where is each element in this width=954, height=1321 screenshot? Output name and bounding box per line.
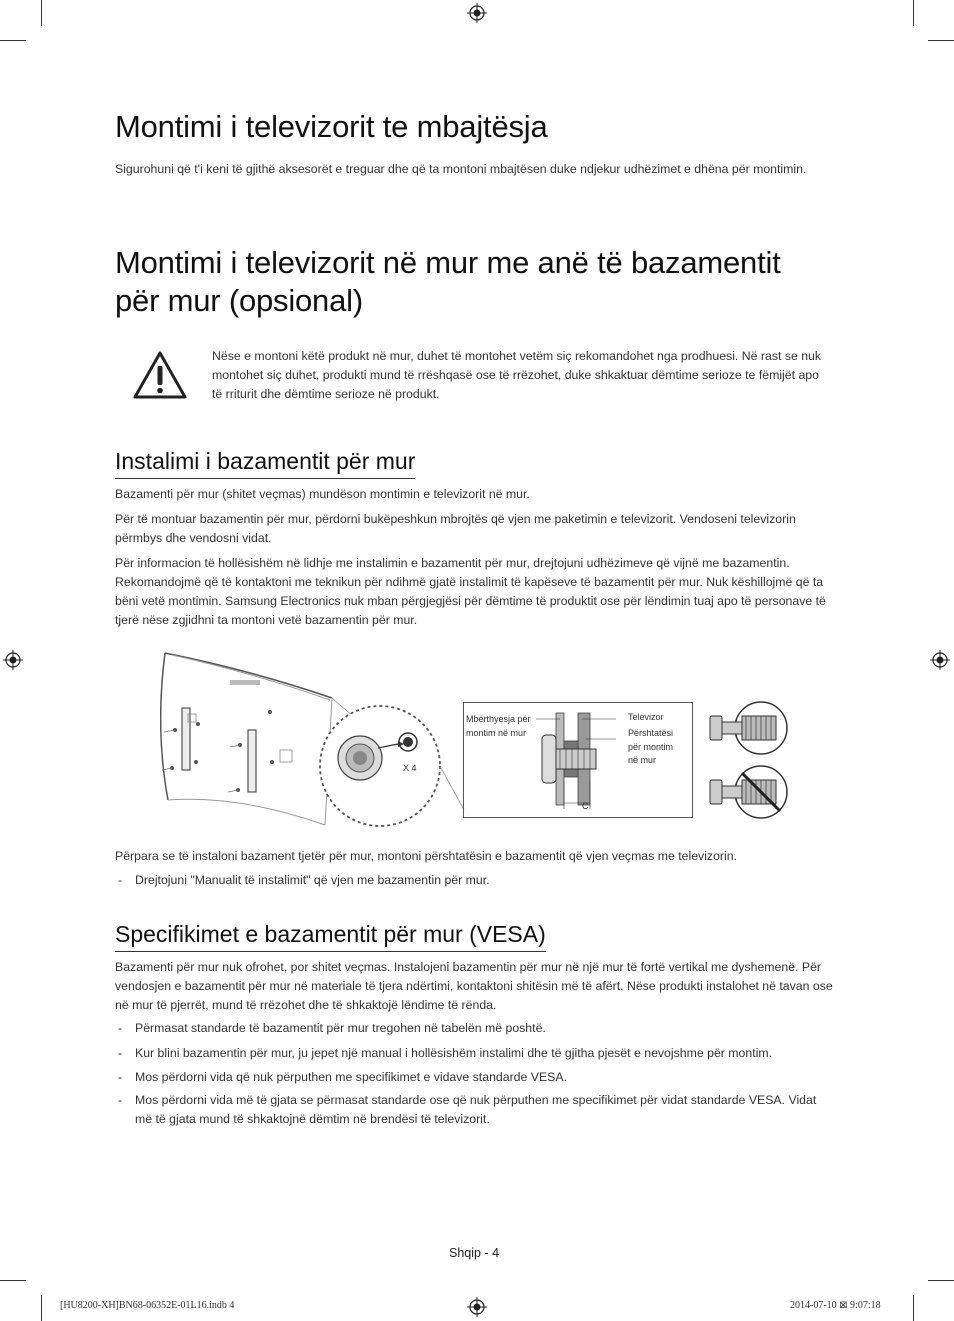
bullet-dash: - — [118, 1070, 123, 1084]
correct-screw-icon — [708, 700, 790, 756]
bullet-dash: - — [118, 873, 123, 887]
crop-mark — [41, 0, 42, 26]
intro-paragraph: Sigurohuni që t'i keni të gjithë aksesorët e treguar dhe që ta montoni mbajtësen duke ndjekur udhëzimet e dhëna për montimin. — [115, 162, 807, 176]
bullet-dash: - — [118, 1093, 123, 1107]
magnified-screw-hole-illustration — [318, 700, 468, 840]
list-item-text: Mos përdorni vida më të gjata se përmasat standarde ose që nuk përputhen me specifikimet për vidat standarde VESA. Vidat më të gjata mund të shkaktojnë dëmtim në brendësi të televizorit. — [135, 1093, 817, 1126]
registration-mark-icon — [930, 650, 950, 670]
section-heading-installation: Instalimi i bazamentit për mur — [115, 448, 415, 479]
crop-mark — [928, 40, 954, 41]
print-file-info: [HU8200-XH]BN68-06352E-01L16.indb 4 — [60, 1300, 235, 1311]
list-item-text: Drejtojuni "Manualit të instalimit" që vjen me bazamentin për mur. — [135, 873, 490, 887]
registration-mark-icon — [467, 3, 487, 23]
adapter-label: Përshtatësi për montim në mur — [628, 728, 674, 765]
page-number: Shqip - 4 — [449, 1246, 500, 1260]
print-timestamp: 2014-07-10 ⊠ 9:07:18 — [790, 1300, 881, 1311]
crop-mark — [0, 1280, 26, 1281]
section-heading-vesa: Specifikimet e bazamentit për mur (VESA) — [115, 921, 546, 952]
section-title-wall-mount — [115, 244, 875, 320]
paragraph: Përpara se të instaloni bazament tjetër për mur, montoni përshtatësin e bazamentit që vjen veçmas me televizorin. — [115, 849, 737, 863]
dimension-c-label: C — [582, 801, 589, 811]
list-item-text: Mos përdorni vida që nuk përputhen me specifikimet e vidave standarde VESA. — [135, 1070, 567, 1084]
registration-mark-icon — [3, 650, 23, 670]
section-title-line: për mur (opsional) — [115, 282, 363, 318]
warning-text: Nëse e montoni këtë produkt në mur, duhet të montohet vetëm siç rekomandohet nga prodhuesi. Në rast se nuk montohet siç duhet, produkti mund të rrëshqasë ose të rrëzohet, duke shkaktuar dëmtime serioze te fëmijët apo të rriturit dhe dëmtime serioze në produkt. — [212, 349, 822, 401]
wall-mount-label: Mbërthyesja për montim në mur — [466, 714, 531, 738]
bullet-dash: - — [118, 1046, 123, 1060]
paragraph: Për informacion të hollësishëm në lidhje me instalimin e bazamentit për mur, drejtojuni udhëzimeve që vijnë me bazamentin. Rekomandojmë që të kontaktoni me teknikun për ndihmë gjatë instalimit të kapëseve të bazamentit për mur. Nuk këshillojmë që ta bëni vetë montimin. Samsung Electronics nuk mban përgjegjësi për dëmtime të produktit ose për lëndimin tuaj apo të personave të tjerë nëse zgjidhni ta montoni vetë bazamentin për mur. — [115, 556, 826, 627]
registration-mark-icon — [467, 1297, 487, 1317]
bolt-cross-section-illustration — [536, 711, 616, 811]
list-item-text: Kur blini bazamentin për mur, ju jepet një manual i hollësishëm instalimi dhe të gjitha pjesët e nevojshme për montim. — [135, 1046, 773, 1060]
paragraph: Bazamenti për mur (shitet veçmas) mundëson montimin e televizorit në mur. — [115, 487, 530, 501]
list-item-text: Përmasat standarde të bazamentit për mur tregohen në tabelën më poshtë. — [135, 1021, 546, 1035]
paragraph: Bazamenti për mur nuk ofrohet, por shitet veçmas. Instalojeni bazamentin për mur në një mur të fortë vertikal me dyshemenë. Për vendosjen e bazamentit për mur në materiale të tjera ndërtimi, kontaktoni shitësin më të afërt. Nëse produkti instalohet në tavan ose në mur të pjerrët, mund të rrëzohet dhe të shkaktojë lëndime të rënda. — [115, 960, 833, 1012]
screw-count-label: X 4 — [403, 763, 417, 773]
bullet-dash: - — [118, 1021, 123, 1035]
warning-icon — [132, 350, 188, 400]
page-title: Montimi i televizorit te mbajtësja — [115, 109, 548, 144]
crop-mark — [913, 1295, 914, 1321]
tv-label: Televizor — [628, 712, 664, 722]
paragraph: Për të montuar bazamentin për mur, përdorni bukëpeshkun mbrojtës që vjen me paketimin e televizorit. Vendoseni televizorin përmbys dhe vendosni vidat. — [115, 512, 796, 545]
section-title-line: Montimi i televizorit në mur me anë të bazamentit — [115, 245, 781, 280]
mounting-detail-box — [463, 702, 693, 818]
crop-mark — [0, 40, 26, 41]
crop-mark — [928, 1280, 954, 1281]
crop-mark — [913, 0, 914, 26]
crop-mark — [41, 1295, 42, 1321]
prohibited-screw-icon — [708, 764, 790, 820]
